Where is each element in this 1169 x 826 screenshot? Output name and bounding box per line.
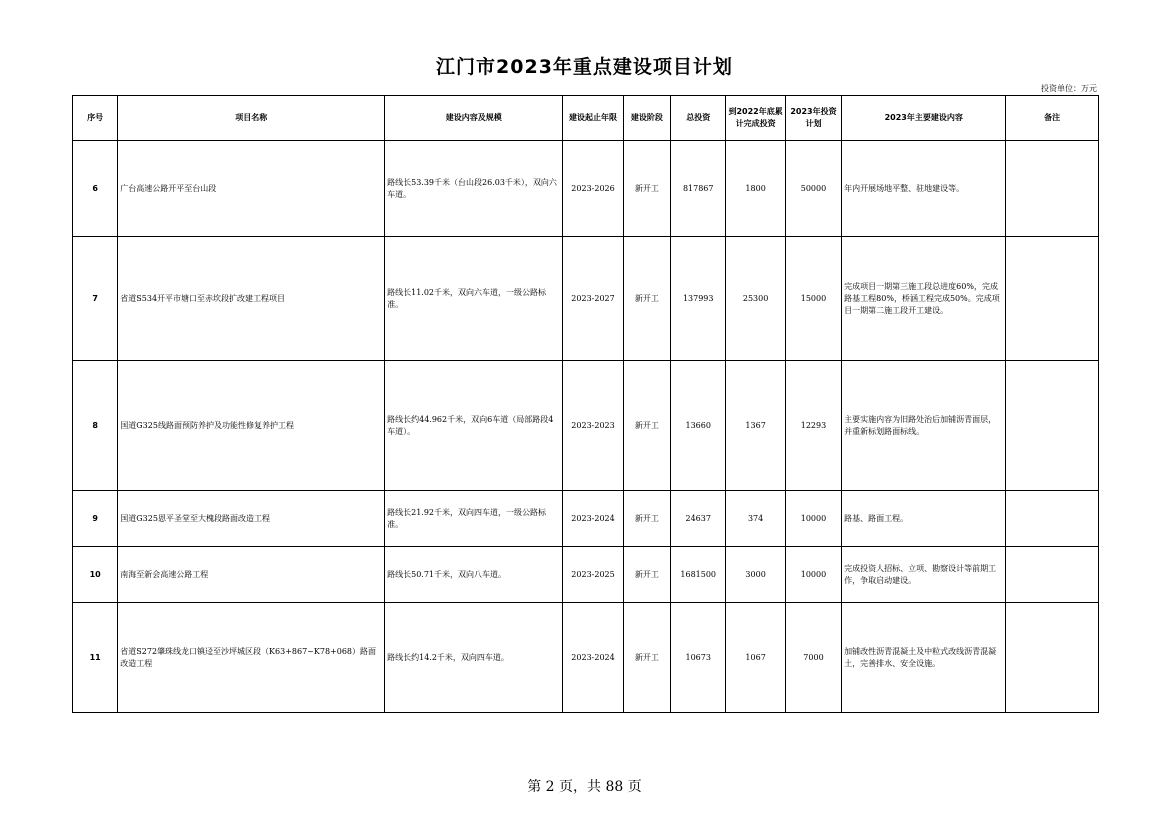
table-row [73, 141, 1099, 237]
row-content: 路线长53.39千米（台山段26.03千米），双向六车道。 [385, 141, 563, 237]
row-name: 国道G325线路面预防养护及功能性修复养护工程 [118, 361, 385, 491]
row-total: 137993 [671, 237, 726, 361]
col-stage: 建设阶段 [623, 96, 670, 141]
col-done [726, 96, 785, 141]
row-note [1006, 491, 1099, 547]
row-plan: 10000 [785, 491, 841, 547]
col-name: 项目名称 [118, 96, 385, 141]
row-main: 完成投资人招标、立项、勘察设计等前期工作，争取启动建设。 [842, 547, 1006, 603]
row-period: 2023-2026 [563, 141, 623, 237]
row-name: 广台高速公路开平至台山段 [118, 141, 385, 237]
col-done-line2: 计完成投资 [735, 119, 776, 128]
row-note [1006, 141, 1099, 237]
col-note: 备注 [1006, 96, 1099, 141]
row-stage: 新开工 [623, 547, 670, 603]
page-footer: 第 2 页，共 88 页 [527, 779, 642, 795]
table-row [73, 491, 1099, 547]
row-period: 2023-2027 [563, 237, 623, 361]
row-note [1006, 547, 1099, 603]
row-done: 3000 [726, 547, 785, 603]
row-content: 路线长11.02千米，双向六车道，一级公路标准。 [385, 237, 563, 361]
table-row [73, 603, 1099, 713]
row-main: 主要实施内容为旧路处治后加铺沥青面层，并重新标划路面标线。 [842, 361, 1006, 491]
row-period: 2023-2024 [563, 603, 623, 713]
row-note [1006, 361, 1099, 491]
row-stage: 新开工 [623, 141, 670, 237]
col-plan-line1: 2023年投资 [790, 107, 837, 116]
col-content: 建设内容及规模 [385, 96, 563, 141]
row-plan: 50000 [785, 141, 841, 237]
row-main: 完成项目一期第三施工段总进度60%，完成路基工程80%，桥涵工程完成50%。完成项目一期第二施工段开工建设。 [842, 237, 1006, 361]
row-plan: 10000 [785, 547, 841, 603]
row-stage: 新开工 [623, 237, 670, 361]
col-main: 2023年主要建设内容 [842, 96, 1006, 141]
project-table [72, 95, 1099, 713]
row-total: 13660 [671, 361, 726, 491]
row-period: 2023-2023 [563, 361, 623, 491]
row-seq: 8 [73, 361, 118, 491]
row-stage: 新开工 [623, 603, 670, 713]
row-total: 1681500 [671, 547, 726, 603]
row-name: 省道S534开平市塘口至赤坎段扩改建工程项目 [118, 237, 385, 361]
unit-label: 投资单位：万元 [1041, 84, 1097, 93]
row-period: 2023-2025 [563, 547, 623, 603]
col-plan-line2: 计划 [805, 119, 822, 128]
table-row [73, 547, 1099, 603]
row-seq: 9 [73, 491, 118, 547]
row-name: 省道S272肇珠线龙口镇迳至沙坪城区段（K63+867~K78+068）路面改造工程 [118, 603, 385, 713]
row-content: 路线长约14.2千米，双向四车道。 [385, 603, 563, 713]
row-stage: 新开工 [623, 491, 670, 547]
row-seq: 7 [73, 237, 118, 361]
row-seq: 11 [73, 603, 118, 713]
row-seq: 10 [73, 547, 118, 603]
row-note [1006, 603, 1099, 713]
row-done: 1367 [726, 361, 785, 491]
row-stage: 新开工 [623, 361, 670, 491]
row-seq: 6 [73, 141, 118, 237]
row-name: 国道G325恩平圣堂至大槐段路面改造工程 [118, 491, 385, 547]
row-period: 2023-2024 [563, 491, 623, 547]
table-row [73, 237, 1099, 361]
row-total: 817867 [671, 141, 726, 237]
row-main: 路基、路面工程。 [842, 491, 1006, 547]
row-note [1006, 237, 1099, 361]
row-done: 25300 [726, 237, 785, 361]
row-plan: 7000 [785, 603, 841, 713]
table-header-row [73, 96, 1099, 141]
row-done: 1067 [726, 603, 785, 713]
row-content: 路线长21.92千米，双向四车道，一级公路标准。 [385, 491, 563, 547]
row-content: 路线长50.71千米，双向八车道。 [385, 547, 563, 603]
row-plan: 15000 [785, 237, 841, 361]
page-title: 江门市2023年重点建设项目计划 [436, 56, 733, 78]
row-main: 加铺改性沥青混凝土及中粒式改线沥青混凝土，完善排水、安全设施。 [842, 603, 1006, 713]
row-plan: 12293 [785, 361, 841, 491]
col-done-line1: 到2022年底累 [728, 107, 783, 116]
row-main: 年内开展场地平整、驻地建设等。 [842, 141, 1006, 237]
col-total: 总投资 [671, 96, 726, 141]
row-total: 24637 [671, 491, 726, 547]
row-done: 374 [726, 491, 785, 547]
row-content: 路线长约44.962千米，双向6车道（局部路段4车道）。 [385, 361, 563, 491]
col-plan [785, 96, 841, 141]
row-name: 南海至新会高速公路工程 [118, 547, 385, 603]
col-seq: 序号 [73, 96, 118, 141]
row-done: 1800 [726, 141, 785, 237]
col-period: 建设起止年限 [563, 96, 623, 141]
row-total: 10673 [671, 603, 726, 713]
table-row [73, 361, 1099, 491]
